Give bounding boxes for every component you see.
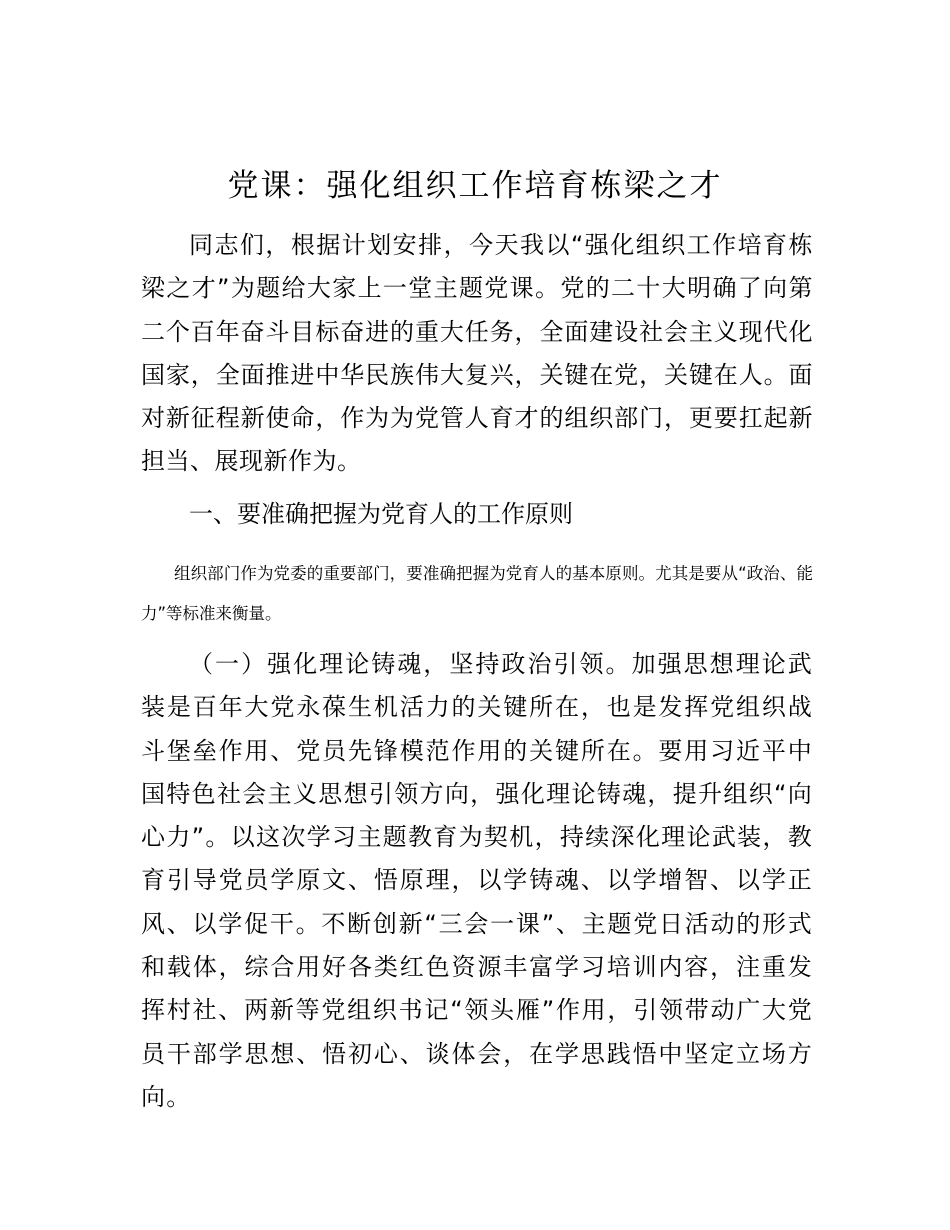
section-heading: 一、要准确把握为党育人的工作原则 — [189, 500, 573, 528]
subsection-paragraph: （一）强化理论铸魂，坚持政治引领。加强思想理论武装是百年大党永葆生机活力的关键所在，也是发挥党组织战斗堡垒作用、党员先锋模范作用的关键所在。要用习近平中国特色社会主义思想引领方向，强化理论铸魂，提升组织“向心力”。以这次学习主题教育为契机，持续深化理论武装，教育引导党员学原文、悟原理，以学铸魂、以学增智、以学正风、以学促干。不断创新“三会一课”、主题党日活动的形式和载体，综合用好各类红色资源丰富学习培训内容，注重发挥村社、两新等党组织书记“领头雁”作用，引领带动广大党员干部学思想、悟初心、谈体会，在学思践悟中坚定立场方向。 — [141, 650, 813, 1111]
section-note-paragraph: 组织部门作为党委的重要部门，要准确把握为党育人的基本原则。尤其是要从“政治、能力”等标准来衡量。 — [141, 564, 813, 623]
document-title: 党课：强化组织工作培育栋梁之才 — [227, 168, 723, 204]
intro-paragraph: 同志们，根据计划安排，今天我以“强化组织工作培育栋梁之才”为题给大家上一堂主题党课。党的二十大明确了向第二个百年奋斗目标奋进的重大任务，全面建设社会主义现代化国家，全面推进中华民族伟大复兴，关键在党，关键在人。面对新征程新使命，作为为党管人育才的组织部门，更要扛起新担当、展现新作为。 — [141, 231, 813, 476]
